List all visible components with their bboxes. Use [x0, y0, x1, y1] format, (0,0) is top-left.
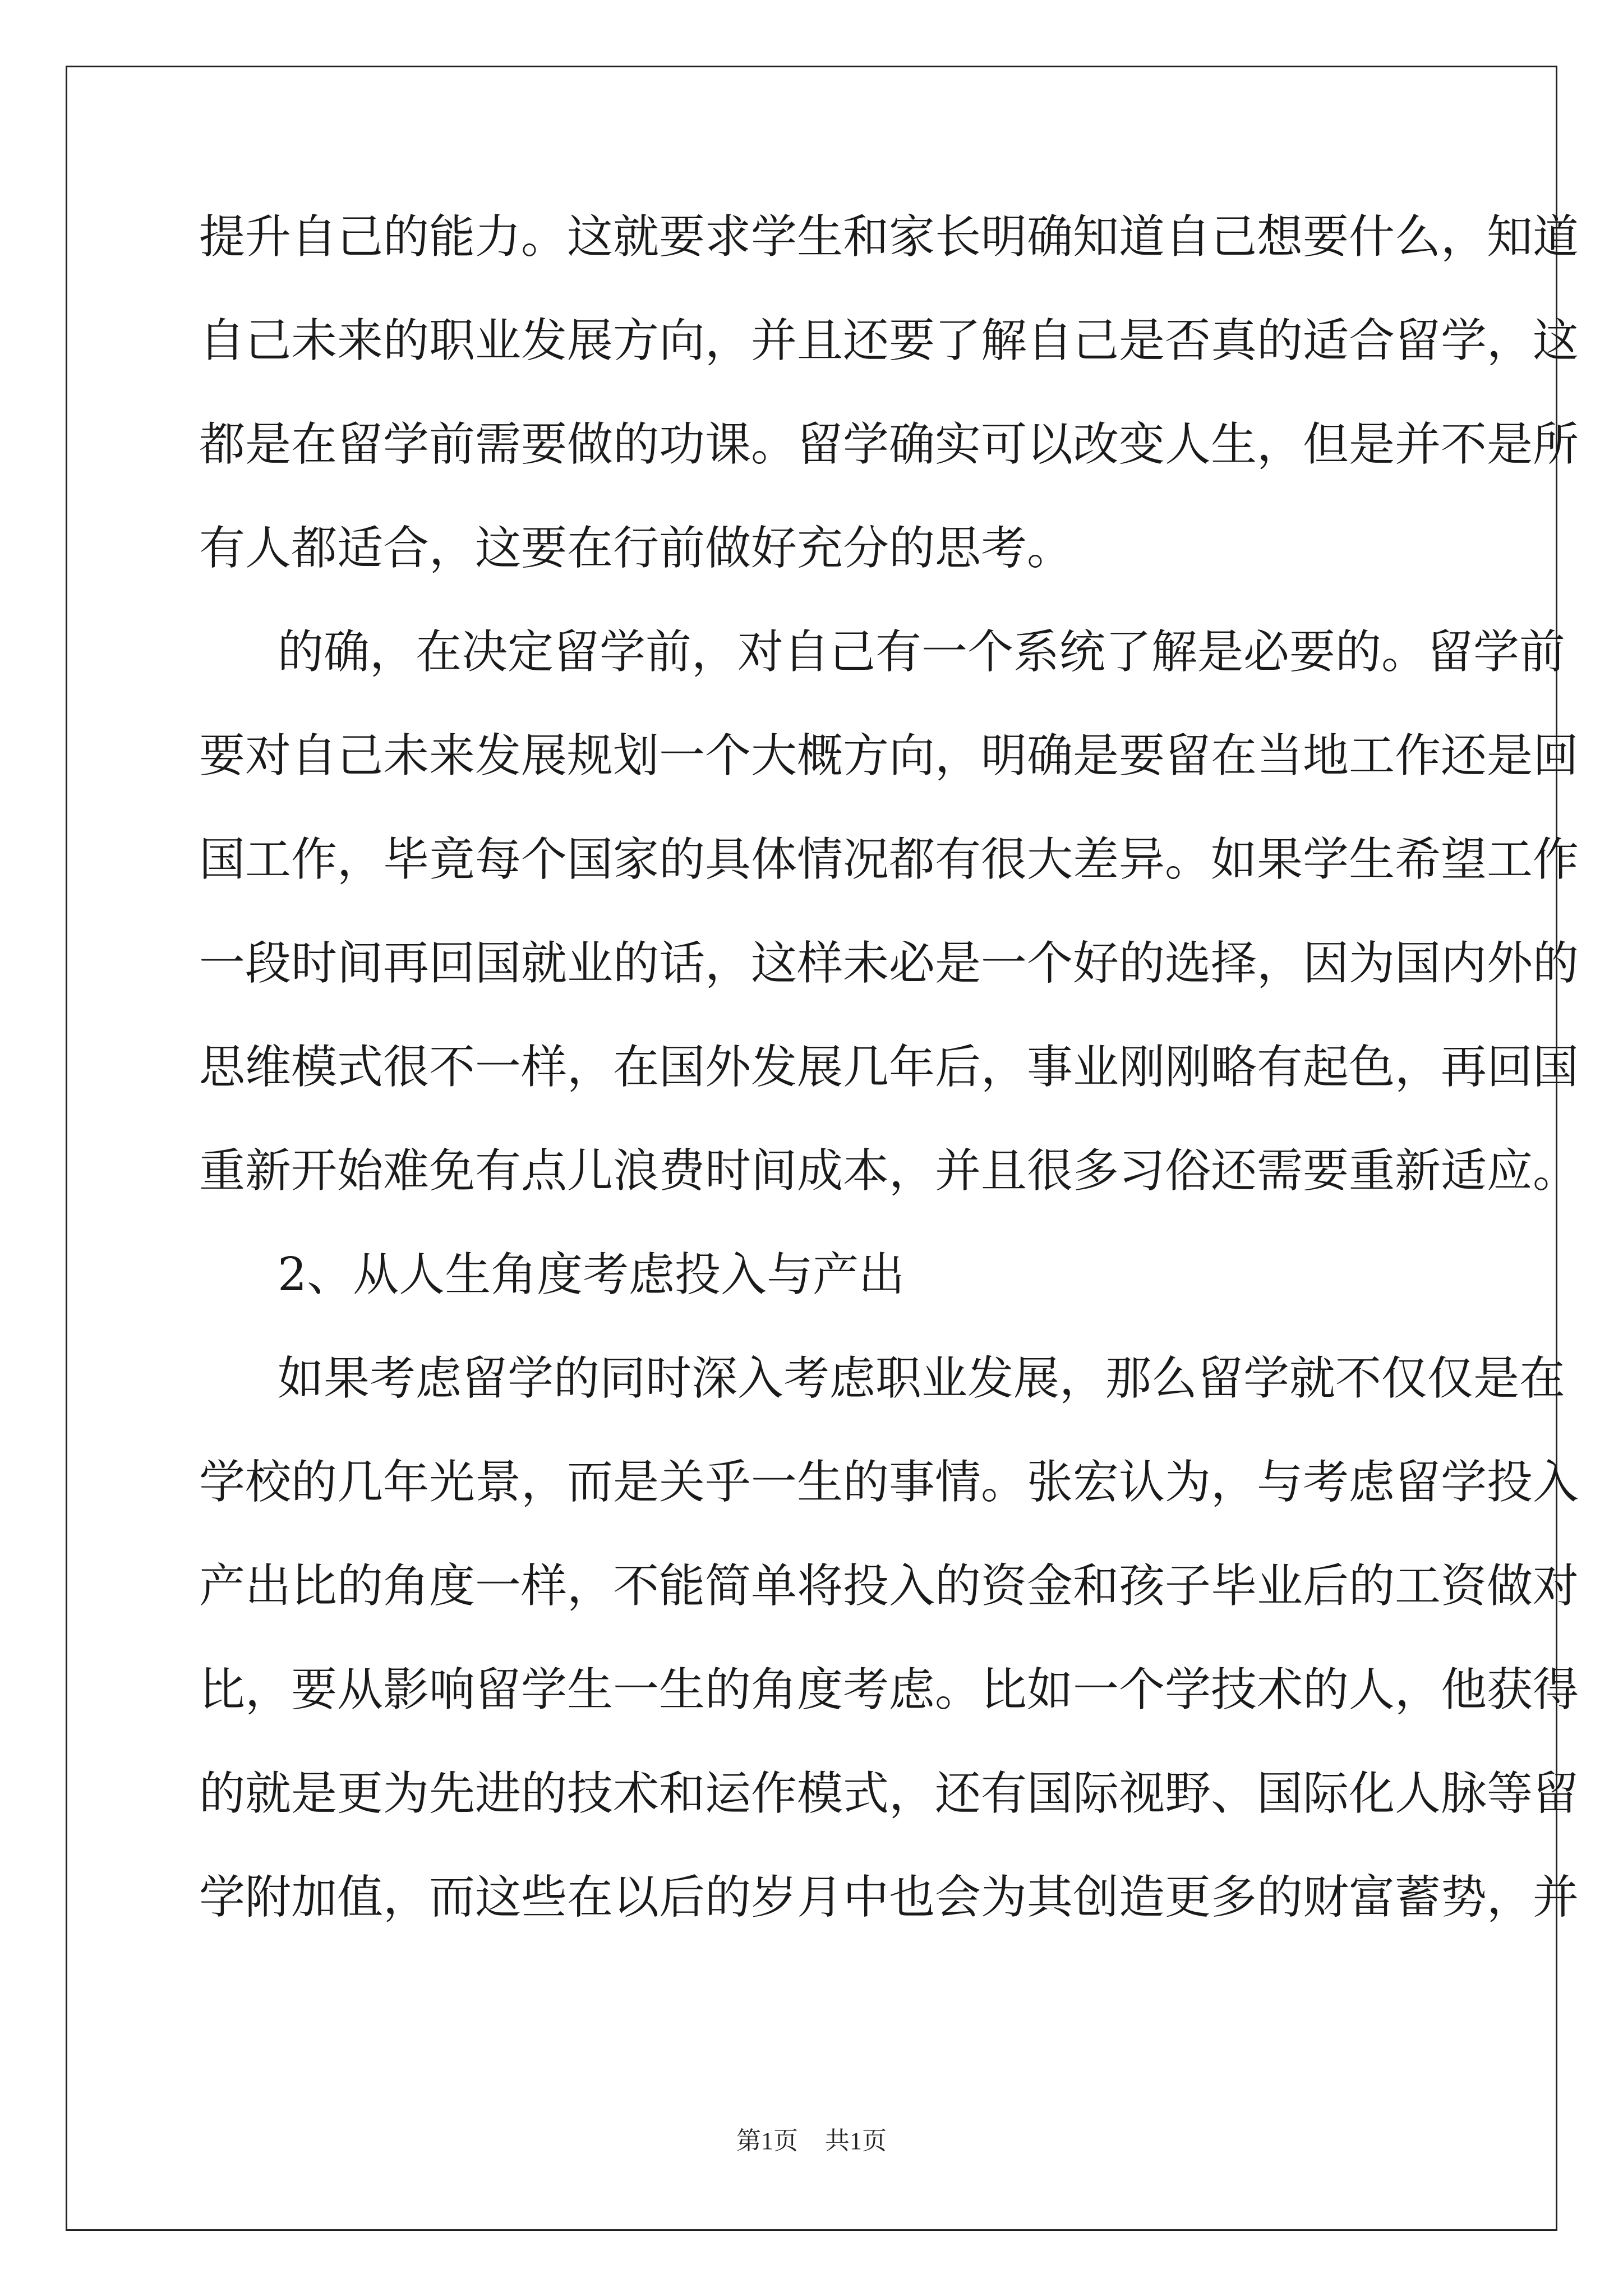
text-line: 提升自己的能力。这就要求学生和家长明确知道自己想要什么，知道: [199, 210, 1579, 264]
text-line: 要对自己未来发展规划一个大概方向，明确是要留在当地工作还是回: [199, 729, 1579, 783]
text-line: 学校的几年光景，而是关乎一生的事情。张宏认为，与考虑留学投入: [199, 1456, 1579, 1509]
text-line: 有人都适合，这要在行前做好充分的思考。: [199, 522, 1073, 575]
paragraph-start-line: 如果考虑留学的同时深入考虑职业发展，那么留学就不仅仅是在: [278, 1352, 1566, 1405]
text-line: 国工作，毕竟每个国家的具体情况都有很大差异。如果学生希望工作: [199, 833, 1579, 886]
text-line: 思维模式很不一样，在国外发展几年后，事业刚刚略有起色，再回国: [199, 1041, 1579, 1094]
text-line: 比，要从影响留学生一生的角度考虑。比如一个学技术的人，他获得: [199, 1663, 1579, 1717]
page-number: 第1页: [736, 2127, 798, 2155]
text-line: 的就是更为先进的技术和运作模式，还有国际视野、国际化人脉等留: [199, 1767, 1579, 1820]
text-line: 都是在留学前需要做的功课。留学确实可以改变人生，但是并不是所: [199, 418, 1579, 471]
page-total: 共1页: [825, 2127, 887, 2155]
text-line: 自己未来的职业发展方向，并且还要了解自己是否真的适合留学，这: [199, 314, 1579, 367]
section-heading: 2、从人生角度考虑投入与产出: [278, 1248, 905, 1301]
page-footer: [0, 2124, 1623, 2158]
text-line: 一段时间再回国就业的话，这样未必是一个好的选择，因为国内外的: [199, 937, 1579, 990]
paragraph-start-line: 的确，在决定留学前，对自己有一个系统了解是必要的。留学前: [278, 625, 1566, 679]
text-line: 学附加值，而这些在以后的岁月中也会为其创造更多的财富蓄势，并: [199, 1871, 1579, 1924]
text-line: 重新开始难免有点儿浪费时间成本，并且很多习俗还需要重新适应。: [199, 1144, 1579, 1198]
document-body: [199, 185, 1579, 1949]
text-line: 产出比的角度一样，不能简单将投入的资金和孩子毕业后的工资做对: [199, 1559, 1579, 1613]
